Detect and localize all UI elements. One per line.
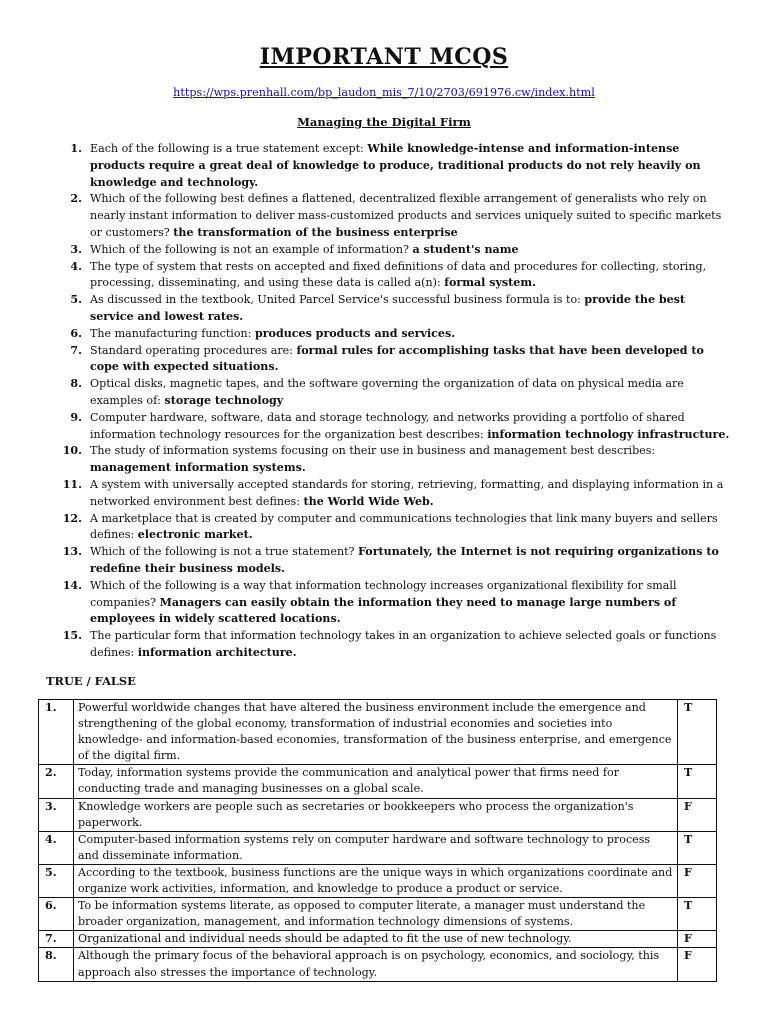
mcq-item [52, 628, 732, 662]
mcq-answer: the transformation of the business enterprise [173, 225, 458, 239]
mcq-question: Which of the following is a way that information technology increases organizational flexibility for small companies? [90, 578, 677, 609]
mcq-text [90, 242, 732, 259]
true-false-table [38, 699, 717, 982]
mcq-question: The particular form that information technology takes in an organization to achieve selected goals or functions defines: [90, 629, 717, 659]
mcq-answer: Fortunately, the Internet is not requiring organizations to redefine their business models. [90, 545, 719, 575]
true-false-heading: TRUE / FALSE [46, 674, 136, 688]
mcq-item [52, 544, 732, 578]
mcq-text [90, 292, 732, 326]
table-row [39, 765, 717, 798]
table-row [39, 700, 717, 765]
table-row [39, 898, 717, 931]
mcq-question: A marketplace that is created by computer and communications technologies that link many buyers and sellers defines: [90, 511, 718, 542]
tf-answer: T [678, 765, 717, 798]
mcq-question: Which of the following is not an example of information? [90, 242, 413, 256]
mcq-item [52, 511, 732, 545]
mcq-number: 4. [70, 259, 82, 273]
mcq-list [52, 141, 732, 662]
mcq-question: As discussed in the textbook, United Parcel Service's successful business formula is to: [90, 293, 585, 307]
mcq-item [52, 343, 732, 377]
mcq-item [52, 578, 732, 628]
tf-statement: Knowledge workers are people such as secretaries or bookkeepers who process the organization's paperwork. [74, 798, 678, 831]
mcq-text [90, 628, 732, 662]
mcq-answer: formal system. [444, 276, 536, 290]
mcq-text [90, 578, 732, 628]
tf-number: 5. [39, 864, 74, 897]
tf-statement: According to the textbook, business functions are the unique ways in which organizations coordinate and organize work activities, information, and knowledge to produce a product or service. [74, 864, 678, 897]
tf-statement: Organizational and individual needs should be adapted to fit the use of new technology. [74, 931, 678, 948]
mcq-answer: produces products and services. [254, 326, 456, 340]
mcq-text [90, 443, 732, 477]
table-row [39, 831, 717, 864]
mcq-question: Which of the following is not a true statement? [90, 545, 359, 559]
mcq-item [52, 443, 732, 477]
mcq-text [90, 544, 732, 578]
mcq-number: 6. [70, 326, 82, 340]
tf-statement: Today, information systems provide the communication and analytical power that firms need for conducting trade and managing businesses on a global scale. [74, 765, 678, 798]
mcq-text [90, 376, 732, 410]
mcq-text [90, 477, 732, 511]
tf-number: 4. [39, 831, 74, 864]
tf-number: 7. [39, 931, 74, 948]
mcq-answer: provide the best service and lowest rates. [90, 293, 686, 323]
tf-statement: Computer-based information systems rely on computer hardware and software technology to process and disseminate information. [74, 831, 678, 864]
mcq-number: 11. [62, 477, 82, 491]
mcq-answer: the World Wide Web. [303, 494, 434, 508]
mcq-text [90, 259, 732, 293]
tf-number: 6. [39, 898, 74, 931]
mcq-item [52, 242, 732, 259]
mcq-number: 9. [70, 410, 82, 424]
tf-answer: F [678, 948, 717, 981]
mcq-number: 2. [70, 192, 82, 206]
mcq-answer: Managers can easily obtain the information they need to manage large numbers of employees in widely scattered locations. [90, 595, 677, 626]
mcq-question: Each of the following is a true statement except: [90, 142, 368, 155]
mcq-question: Computer hardware, software, data and storage technology, and networks providing a portfolio of shared information technology resources for the organization best describes: [90, 410, 685, 441]
mcq-text [90, 511, 732, 545]
mcq-question: Optical disks, magnetic tapes, and the software governing the organization of data on physical media are examples of: [90, 377, 684, 407]
mcq-text [90, 410, 732, 444]
mcq-question: A system with universally accepted standards for storing, retrieving, formatting, and displaying information in a networked environment best defines: [90, 477, 724, 508]
mcq-number: 12. [62, 511, 82, 525]
mcq-question: The type of system that rests on accepted and fixed definitions of data and procedures for collecting, storing, processing, disseminating, and using these data is called a(n): [90, 259, 707, 290]
mcq-number: 1. [70, 142, 82, 155]
page-title: IMPORTANT MCQS [259, 44, 509, 70]
table-row [39, 948, 717, 981]
table-row [39, 864, 717, 897]
tf-answer: T [678, 831, 717, 864]
tf-answer: F [678, 798, 717, 831]
mcq-number: 5. [70, 293, 82, 307]
mcq-text [90, 191, 732, 241]
section-subtitle: Managing the Digital Firm [297, 115, 471, 129]
mcq-answer: While knowledge-intense and information-intense products require a great deal of knowledge to produce, traditional products do not rely heavily on knowledge and technology. [90, 142, 701, 189]
table-row [39, 931, 717, 948]
tf-statement: To be information systems literate, as opposed to computer literate, a manager must understand the broader organization, management, and information technology dimensions of systems. [74, 898, 678, 931]
mcq-answer: formal rules for accomplishing tasks that have been developed to cope with expected situations. [90, 343, 704, 374]
table-row [39, 798, 717, 831]
mcq-number: 7. [70, 343, 82, 357]
tf-answer: T [678, 898, 717, 931]
mcq-item [52, 292, 732, 326]
tf-number: 1. [39, 700, 74, 765]
mcq-question: The study of information systems focusing on their use in business and management best describes: [90, 444, 656, 458]
tf-statement: Powerful worldwide changes that have altered the business environment include the emergence and strengthening of the global economy, transformation of industrial economies and societies into knowledge- and information-based economies, transformation of the business enterprise, and emergence of the digital firm. [74, 700, 678, 765]
mcq-text [90, 343, 732, 377]
mcq-number: 13. [62, 545, 82, 559]
mcq-number: 14. [62, 578, 82, 592]
mcq-answer: a student's name [412, 242, 519, 256]
mcq-answer: information technology infrastructure. [487, 427, 730, 441]
tf-answer: F [678, 864, 717, 897]
mcq-item [52, 141, 732, 191]
mcq-item [52, 410, 732, 444]
mcq-number: 8. [70, 377, 82, 391]
tf-answer: T [678, 700, 717, 765]
mcq-item [52, 191, 732, 241]
mcq-answer: information architecture. [137, 645, 297, 659]
source-link[interactable]: https://wps.prenhall.com/bp_laudon_mis_7/10/2703/691976.cw/index.html [173, 86, 595, 99]
mcq-answer: storage technology [164, 393, 284, 407]
mcq-answer: management information systems. [90, 461, 306, 475]
mcq-question: Standard operating procedures are: [90, 343, 297, 357]
mcq-number: 15. [62, 629, 82, 643]
mcq-item [52, 376, 732, 410]
mcq-item [52, 326, 732, 343]
mcq-answer: electronic market. [137, 528, 253, 542]
mcq-item [52, 477, 732, 511]
tf-number: 3. [39, 798, 74, 831]
mcq-number: 10. [62, 444, 82, 458]
tf-answer: F [678, 931, 717, 948]
mcq-question: Which of the following best defines a flattened, decentralized flexible arrangement of generalists who rely on nearly instant information to deliver mass-customized products and services uniquely suited to specific markets or customers? [90, 192, 722, 239]
tf-number: 8. [39, 948, 74, 981]
tf-number: 2. [39, 765, 74, 798]
mcq-text [90, 141, 732, 191]
tf-statement: Although the primary focus of the behavioral approach is on psychology, economics, and sociology, this approach also stresses the importance of technology. [74, 948, 678, 981]
mcq-item [52, 259, 732, 293]
mcq-number: 3. [70, 242, 82, 256]
mcq-text [90, 326, 732, 343]
mcq-question: The manufacturing function: [90, 326, 255, 340]
